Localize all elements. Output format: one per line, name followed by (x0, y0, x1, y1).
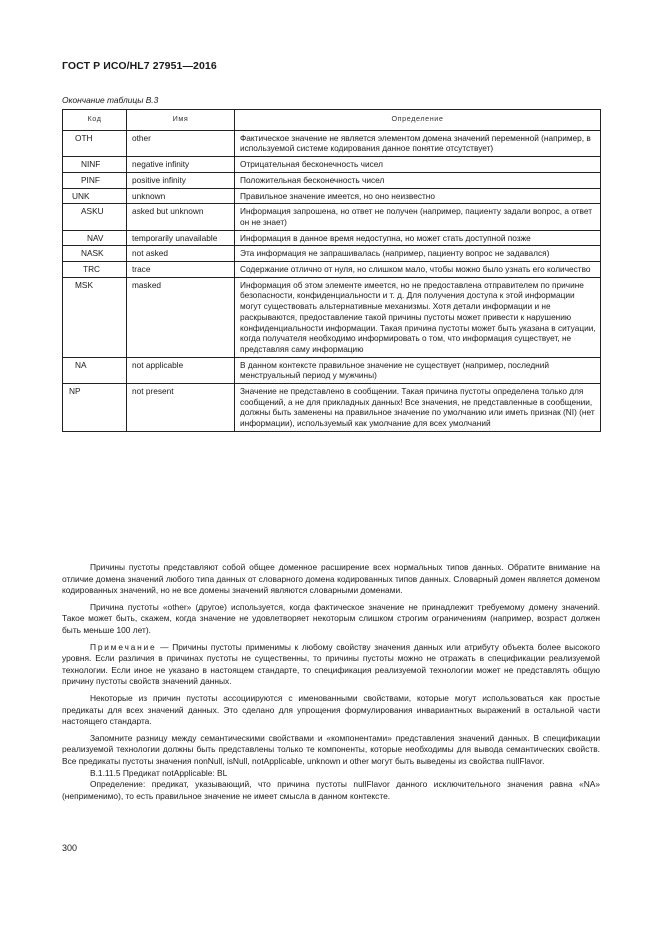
cell-code: NINF (63, 157, 127, 173)
body-text (62, 562, 600, 802)
cell-definition: Эта информация не запрашивалась (например, пациенту вопрос не задавался) (235, 246, 601, 262)
cell-name: not present (127, 384, 235, 432)
cell-code: ASKU (63, 204, 127, 230)
cell-name: not applicable (127, 357, 235, 383)
paragraph: Некоторые из причин пустоты ассоциируются с именованными свойствами, которые могут использоваться как простые предикаты для всех значений данных. Это сделано для упрощения формулирования инвариантных выражений в остальной части настоящего стандарта. (62, 692, 600, 727)
cell-code: UNK (63, 188, 127, 204)
cell-code: NA (63, 357, 127, 383)
cell-code: NASK (63, 246, 127, 262)
cell-name: negative infinity (127, 157, 235, 173)
table-row (63, 277, 601, 357)
cell-name: temporarily unavailable (127, 230, 235, 246)
cell-definition: Положительная бесконечность чисел (235, 172, 601, 188)
cell-code: PINF (63, 172, 127, 188)
cell-code: NP (63, 384, 127, 432)
table-header-row (63, 110, 601, 131)
cell-name: not asked (127, 246, 235, 262)
note-paragraph (62, 642, 600, 688)
table-row (63, 357, 601, 383)
cell-name: masked (127, 277, 235, 357)
cell-code: NAV (63, 230, 127, 246)
cell-name: other (127, 130, 235, 156)
table-caption: Окончание таблицы В.3 (62, 95, 159, 105)
cell-definition: Отрицательная бесконечность чисел (235, 157, 601, 173)
table-row (63, 230, 601, 246)
cell-definition: Информация в данное время недоступна, но может стать доступной позже (235, 230, 601, 246)
null-flavor-table (62, 109, 601, 432)
paragraph: Определение: предикат, указывающий, что причина пустоты nullFlavor данного исключительного значения равна «NA» (неприменимо), то есть правильное значение не имеет смысла в данном контексте. (62, 779, 600, 801)
cell-definition: Правильное значение имеется, но оно неизвестно (235, 188, 601, 204)
cell-definition: Информация запрошена, но ответ не получен (например, пациенту задали вопрос, а ответ он не знает) (235, 204, 601, 230)
column-header-definition: Определение (235, 110, 601, 131)
paragraph: Причины пустоты представляют собой общее доменное расширение всех нормальных типов данных. Обратите внимание на отличие домена значений любого типа данных от словарного домена кодированных типов данных. Словарный домен является доменом кодированных значений, но не все домены значений являются словарными доменами. (62, 562, 600, 596)
cell-definition: Значение не представлено в сообщении. Такая причина пустоты определена только для сообщений, а не для прикладных данных! Все значения, не представленные в сообщении, должны быть заменены на правильное значение по умолчанию или иметь признак (NI) (нет информации), используемый как умолчание для всех умолчаний (235, 384, 601, 432)
note-text: — Причины пустоты применимы к любому свойству значения данных или атрибуту объекта более высокого уровня. Если различия в причинах пустоты не существенны, то причины пустоты можно не отражать в спецификации реализуемой технологии. Если иное не указано в настоящем стандарте, то спецификация реализуемой технологии может не представлять общую причину пустоты свойств значений данных. (62, 641, 600, 687)
cell-name: asked but unknown (127, 204, 235, 230)
table-row (63, 262, 601, 278)
cell-code: TRC (63, 262, 127, 278)
cell-name: unknown (127, 188, 235, 204)
document-header: ГОСТ Р ИСО/HL7 27951—2016 (62, 60, 217, 72)
table-row (63, 130, 601, 156)
page-number: 300 (62, 843, 78, 853)
cell-name: positive infinity (127, 172, 235, 188)
column-header-name: Имя (127, 110, 235, 131)
cell-definition: В данном контексте правильное значение не существует (например, последний менструальный период у мужчины) (235, 357, 601, 383)
cell-code: OTH (63, 130, 127, 156)
cell-code: MSK (63, 277, 127, 357)
note-label: Примечание (90, 641, 157, 652)
table-row (63, 157, 601, 173)
section-heading: В.1.11.5 Предикат notApplicable: BL (90, 767, 228, 778)
paragraph: Запомните разницу между семантическими свойствами и «компонентами» представления значений данных. В спецификации реализуемой технологии должны быть представлены только те компоненты, которые необходимы для вывода семантических свойств. Все предикаты пустоты значения nonNull, isNull, notApplicable, unknown и other могут быть выведены из свойства nullFlavor. (62, 732, 600, 766)
table-row (63, 188, 601, 204)
column-header-code: Код (63, 110, 127, 131)
cell-definition: Информация об этом элементе имеется, но не предоставлена отправителем по причине безопасности, конфиденциальности и т. д. Для получения доступа к этой информации могут существовать альтернативные механизмы. Хотя детали информации и не раскрываются, предоставление такой причины пустоты может привести к нарушению конфиденциальности информации. Такая причина пустоты может быть указана в ситуации, когда получателя необходимо информировать о том, что информация существует, не представляя саму информацию (235, 277, 601, 357)
cell-definition: Фактическое значение не является элементом домена значений переменной (например, в используемой системе кодирования данное понятие отсутствует) (235, 130, 601, 156)
cell-name: trace (127, 262, 235, 278)
table-row (63, 204, 601, 230)
paragraph: Причина пустоты «other» (другое) используется, когда фактическое значение не принадлежит требуемому домену значений. Такое может быть, скажем, когда значение не удовлетворяет некоторым слишком строгим ограничениям (например, возраст должен быть меньше 100 лет). (62, 601, 600, 635)
table-row (63, 246, 601, 262)
cell-definition: Содержание отлично от нуля, но слишком мало, чтобы можно было узнать его количество (235, 262, 601, 278)
table-row (63, 384, 601, 432)
table-row (63, 172, 601, 188)
